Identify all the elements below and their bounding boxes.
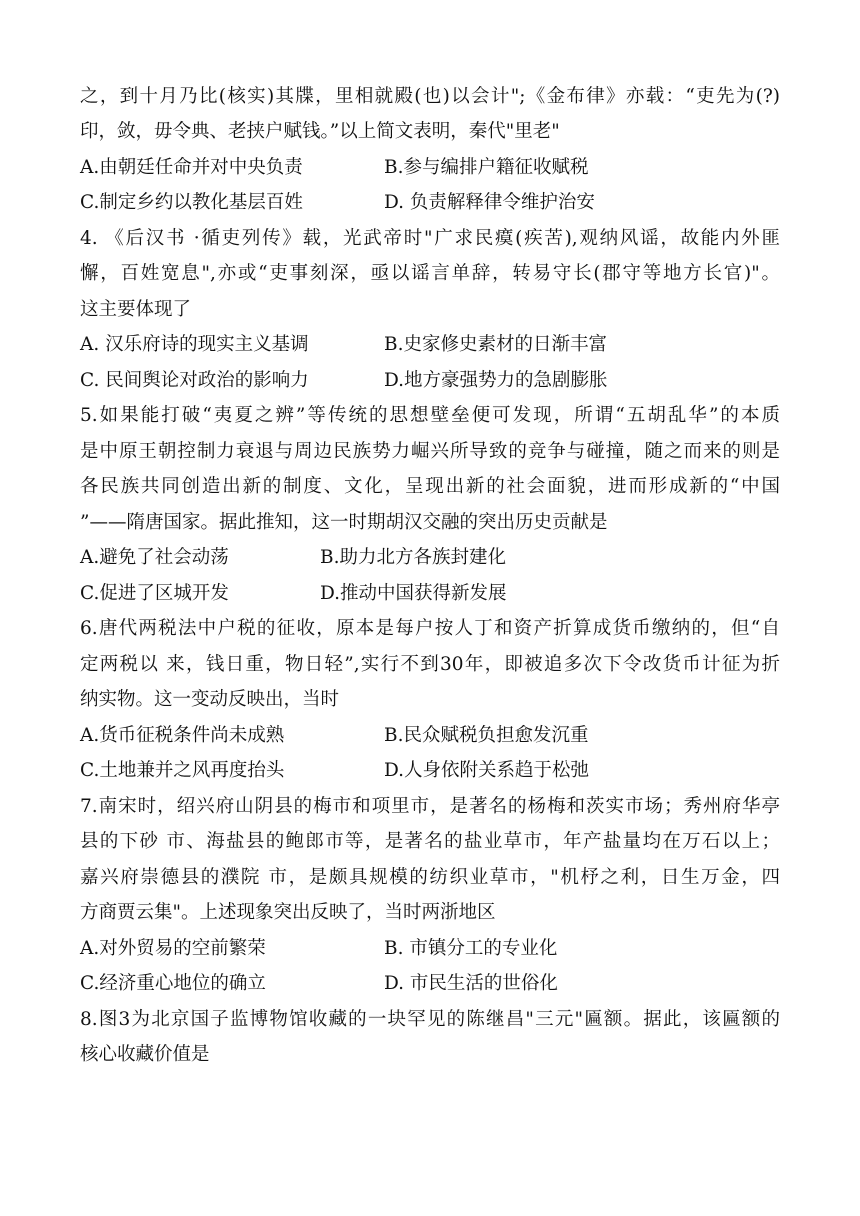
question-4-stem-line-2: 懈，百姓宽息",亦或“吏事刻深，亟以谣言单辞，转易守长(郡守等地方长官)"。 [80, 263, 780, 284]
question-5-stem-line-2: 是中原王朝控制力衰退与周边民族势力崛兴所导致的竞争与碰撞，随之而来的则是 [80, 441, 780, 462]
question-4-option-d[interactable]: D.地方豪强势力的急剧膨胀 [384, 370, 608, 391]
question-7-option-b[interactable]: B. 市镇分工的专业化 [384, 938, 558, 959]
question-4-option-c[interactable]: C. 民间舆论对政治的影响力 [80, 370, 309, 391]
question-4-stem-line-3: 这主要体现了 [80, 299, 192, 320]
question-3-option-c[interactable]: C.制定乡约以教化基层百姓 [80, 192, 303, 213]
question-3-stem-line-1: 之，到十月乃比(核实)其牒，里相就殿(也)以会计";《金布律》亦载：“吏先为(?) [80, 86, 780, 107]
question-7-option-d[interactable]: D. 市民生活的世俗化 [384, 973, 558, 994]
question-6-option-c[interactable]: C.土地兼并之风再度抬头 [80, 760, 285, 781]
question-7-stem-line-1: 7.南宋时，绍兴府山阴县的梅市和项里市，是著名的杨梅和茨实市场；秀州府华亭 [80, 796, 780, 817]
question-6-stem-line-2: 定两税以 来，钱日重，物日轻”,实行不到30年，即被追多次下令改货币计征为折 [80, 654, 780, 675]
question-3-option-d[interactable]: D. 负责解释律令维护治安 [384, 192, 595, 213]
question-5-stem-line-3: 各民族共同创造出新的制度、文化，呈现出新的社会面貌，进而形成新的“中国 [80, 476, 780, 497]
question-6-option-a[interactable]: A.货币征税条件尚未成熟 [80, 725, 285, 746]
question-4-option-a[interactable]: A. 汉乐府诗的现实主义基调 [80, 334, 309, 355]
question-7-option-a[interactable]: A.对外贸易的空前繁荣 [80, 938, 266, 959]
question-5-stem-line-4: ”——隋唐国家。据此推知，这一时期胡汉交融的突出历史贡献是 [80, 512, 608, 533]
question-6-option-b[interactable]: B.民众赋税负担愈发沉重 [384, 725, 589, 746]
question-4-stem-line-1: 4. 《后汉书 ·循吏列传》载，光武帝时"广求民瘼(疾苦),观纳风谣，故能内外匪 [80, 228, 780, 249]
question-7-option-c[interactable]: C.经济重心地位的确立 [80, 973, 266, 994]
question-4-option-b[interactable]: B.史家修史素材的日渐丰富 [384, 334, 607, 355]
question-5-stem-line-1: 5.如果能打破“夷夏之辨”等传统的思想壁垒便可发现，所谓“五胡乱华”的本质 [80, 405, 780, 426]
question-5-option-b[interactable]: B.助力北方各族封建化 [320, 547, 506, 568]
question-6-stem-line-3: 纳实物。这一变动反映出，当时 [80, 689, 340, 710]
question-7-stem-line-3: 嘉兴府崇德县的濮院 市，是颇具规模的纺织业草市，"机杼之利，日生万金，四 [80, 867, 780, 888]
question-3-option-a[interactable]: A.由朝廷任命并对中央负责 [80, 157, 303, 178]
question-7-stem-line-4: 方商贾云集"。上述现象突出反映了，当时两浙地区 [80, 902, 496, 923]
question-7-stem-line-2: 县的下砂 市、海盐县的鲍郎市等，是著名的盐业草市，年产盐量均在万石以上； [80, 831, 780, 852]
question-3-option-b[interactable]: B.参与编排户籍征收赋税 [384, 157, 589, 178]
question-6-stem-line-1: 6.唐代两税法中户税的征收，原本是每户按人丁和资产折算成货币缴纳的，但“自 [80, 618, 780, 639]
question-8-stem-line-2: 核心收藏价值是 [80, 1044, 210, 1065]
question-5-option-c[interactable]: C.促进了区城开发 [80, 583, 229, 604]
question-5-option-a[interactable]: A.避免了社会动荡 [80, 547, 229, 568]
question-6-option-d[interactable]: D.人身依附关系趋于松弛 [384, 760, 590, 781]
question-5-option-d[interactable]: D.推动中国获得新发展 [320, 583, 507, 604]
question-3-stem-line-2: 印，敛，毋令典、老挟户赋钱。”以上简文表明，秦代"里老" [80, 121, 560, 142]
question-8-stem-line-1: 8.图3为北京国子监博物馆收藏的一块罕见的陈继昌"三元"匾额。据此，该匾额的 [80, 1009, 780, 1030]
